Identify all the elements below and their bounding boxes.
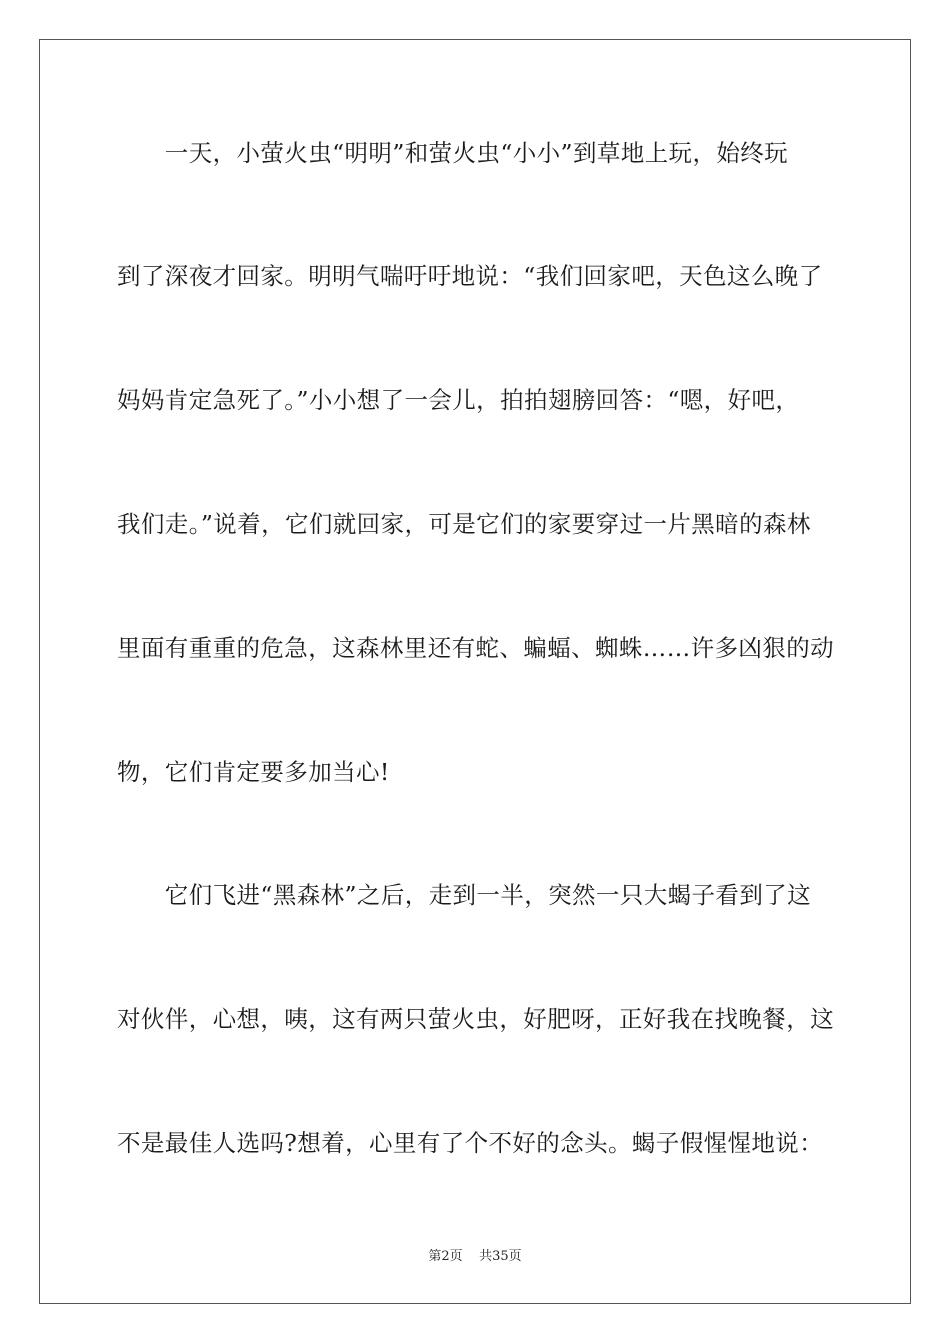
- page-number: 第2页: [428, 1249, 463, 1264]
- paragraph-line-1: 一天，小萤火虫“明明”和萤火虫“小小”到草地上玩，始终玩: [117, 139, 789, 167]
- paragraph-line-4: 我们走。”说着，它们就回家，可是它们的家要穿过一片黑暗的森林: [117, 510, 811, 538]
- page-footer: [0, 1248, 950, 1266]
- paragraph-line-8: 对伙伴，心想，咦，这有两只萤火虫，好肥呀，正好我在找晚餐，这: [117, 1005, 834, 1033]
- paragraph-line-7: 它们飞进“黑森林”之后，走到一半，突然一只大蝎子看到了这: [117, 881, 812, 909]
- paragraph-line-2: 到了深夜才回家。明明气喘吁吁地说：“我们回家吧，天色这么晚了: [117, 262, 823, 290]
- paragraph-line-5: 里面有重重的危急，这森林里还有蛇、蝙蝠、蜘蛛……许多凶狠的动: [117, 634, 834, 662]
- page-total: 共35页: [479, 1249, 522, 1264]
- page-border: [39, 39, 911, 1304]
- paragraph-line-6: 物，它们肯定要多加当心!: [117, 758, 390, 786]
- paragraph-line-3: 妈妈肯定急死了。”小小想了一会儿，拍拍翅膀回答：“嗯，好吧，: [117, 386, 800, 414]
- paragraph-line-9: 不是最佳人选吗?想着，心里有了个不好的念头。蝎子假惺惺地说：: [117, 1129, 824, 1157]
